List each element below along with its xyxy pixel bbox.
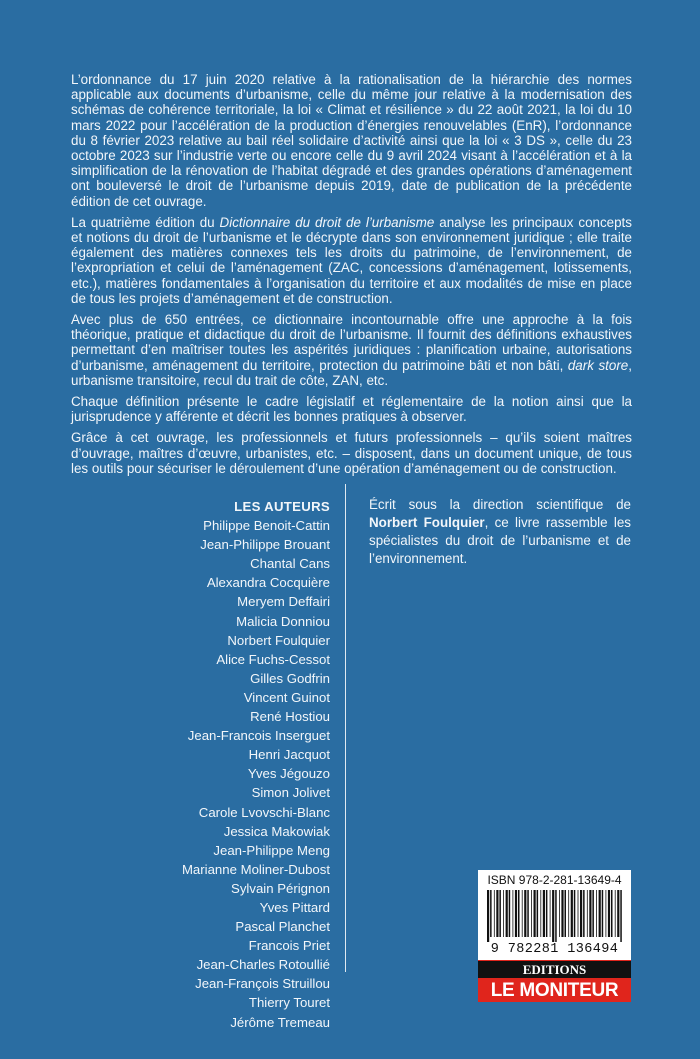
- author-name: Francois Priet: [248, 938, 330, 954]
- author-name: Gilles Godfrin: [250, 670, 330, 686]
- barcode-bar: [513, 890, 514, 937]
- author-name: Simon Jolivet: [251, 785, 330, 801]
- author-name: Carole Lvovschi-Blanc: [198, 804, 330, 820]
- author-name: Jean-Charles Rotoullié: [196, 957, 330, 973]
- barcode-bar: [589, 890, 591, 937]
- barcode-bar: [568, 890, 569, 937]
- author-name: Yves Pittard: [259, 899, 330, 915]
- barcode-bar: [620, 890, 622, 942]
- authors-heading: LES AUTEURS: [234, 499, 330, 514]
- barcode-bar: [565, 890, 567, 937]
- barcode-bar: [546, 890, 548, 937]
- barcode-bar: [571, 890, 573, 937]
- summary-paragraph-3: Avec plus de 650 entrées, ce dictionnaire incontournable offre une approche à la fois théorique, pratique et didactique du droit de l’urbanisme. Il fournit des définitions exhaustives permettant d’en maîtriser toutes les aspérités juridiques : planification urbaine, autorisations d’urbanisme, aménagement du territoire, protection du patrimoine bâti et non bâti, dark store, urbanisme transitoire, recul du trait de côte, ZAN, etc.: [71, 312, 632, 388]
- publisher-name: LE MONITEUR: [490, 980, 619, 1001]
- barcode-bar: [611, 890, 613, 937]
- barcode-bar: [555, 890, 557, 942]
- scientific-direction: Écrit sous la direction scientifique de Norbert Foulquier, ce livre rassemble les spécialistes du droit de l’urbanisme et de l’environnement.: [369, 497, 631, 566]
- barcode-bar: [580, 890, 582, 937]
- director-name: Norbert Foulquier: [369, 515, 485, 530]
- authors-list: [150, 497, 330, 1032]
- barcode-bar: [506, 890, 508, 937]
- barcode-bar: [531, 890, 532, 937]
- barcode-bar: [592, 890, 594, 937]
- author-name: Sylvain Pérignon: [231, 880, 330, 896]
- author-name: Jessica Makowiak: [223, 823, 330, 839]
- barcode-bar: [494, 890, 495, 937]
- author-name: René Hostiou: [250, 709, 330, 725]
- author-name: Yves Jégouzo: [247, 766, 330, 782]
- barcode-bar: [496, 890, 498, 937]
- author-name: Chantal Cans: [250, 556, 330, 572]
- barcode-bar: [540, 890, 541, 937]
- barcode-bar: [550, 890, 551, 937]
- barcode-bar: [561, 890, 563, 937]
- barcode-bar: [608, 890, 610, 937]
- author-name: Jean-Philippe Brouant: [200, 537, 330, 553]
- author-name: Jean-Philippe Meng: [213, 842, 330, 858]
- back-cover-summary: [71, 72, 632, 482]
- barcode-bar: [587, 890, 588, 937]
- summary-paragraph-5: Grâce à cet ouvrage, les professionnels et futurs professionnels – qu’ils soient maîtres d’ouvrage, maîtres d’œuvre, urbanistes, etc. – disposent, dans un document unique, de tous les outils pour sécuriser le déroulement d’une opération d’aménagement ou de construction.: [71, 430, 632, 476]
- summary-paragraph-2: La quatrième édition du Dictionnaire du droit de l’urbanisme analyse les principaux concepts et notions du droit de l’urbanisme et le décrypte dans son environnement juridique ; elle traite également des matières connexes tels les droits du patrimoine, de l’environnement, de l’expropriation et celui de l’aménagement (ZAC, concessions d’aménagement, lotissements, etc.), matières fondamentales à l’organisation du territoire et aux modalités de mise en place de tous les projets d’aménagement et de construction.: [71, 214, 632, 306]
- summary-paragraph-1: L’ordonnance du 17 juin 2020 relative à la rationalisation de la hiérarchie des normes applicable aux documents d’urbanisme, celle du même jour relative à la modernisation des schémas de cohérence territoriale, la loi « Climat et résilience » du 22 août 2021, la loi du 10 mars 2022 pour l’accélération de la production d’énergies renouvelables (EnR), l’ordonnance du 8 février 2023 relative au bail réel solidaire d’activité ainsi que la loi « 3 DS », celle du 23 octobre 2023 sur l’industrie verte ou encore celle du 9 avril 2024 visant à l’accélération et à la simplification de la rénovation de l’habitat dégradé et des grandes opérations d’aménagement ont bouleversé le droit de l’urbanisme depuis 2019, date de publication de la précédente édition de cet ouvrage.: [71, 72, 632, 209]
- barcode-digits: 9 782281 136494: [490, 942, 619, 957]
- barcode-bar: [617, 890, 619, 937]
- author-name: Marianne Moliner-Dubost: [181, 861, 330, 877]
- barcode-bar: [499, 890, 501, 937]
- publisher-editions: EDITIONS: [478, 961, 631, 978]
- barcode-bar: [615, 890, 616, 937]
- author-names: [150, 516, 330, 1032]
- barcode-bar: [559, 890, 560, 937]
- author-name: Alice Fuchs-Cessot: [216, 651, 330, 667]
- barcode-bar: [518, 890, 520, 937]
- book-title: Dictionnaire du droit de l’urbanisme: [219, 214, 435, 230]
- barcode-bar: [583, 890, 585, 937]
- barcode-bar: [543, 890, 545, 937]
- author-name: Norbert Foulquier: [227, 632, 330, 648]
- author-name: Meryem Deffairi: [237, 594, 330, 610]
- summary-paragraph-4: Chaque définition présente le cadre législatif et réglementaire de la notion ainsi que la jurisprudence y afférente et décrit les bonnes pratiques à observer.: [71, 394, 632, 425]
- author-name: Jean-François Struillou: [195, 976, 330, 992]
- barcode-bar: [490, 890, 492, 937]
- author-name: Jérôme Tremeau: [230, 1014, 330, 1030]
- author-name: Philippe Benoit-Cattin: [203, 518, 330, 534]
- barcode-bar: [599, 890, 601, 937]
- barcode-bar: [537, 890, 539, 937]
- author-name: Pascal Planchet: [235, 919, 330, 935]
- author-name: Jean-Francois Inserguet: [187, 728, 330, 744]
- barcode-bar: [552, 890, 554, 942]
- barcode-bar: [596, 890, 597, 937]
- barcode-bar: [574, 890, 576, 937]
- barcode-bar: [522, 890, 523, 937]
- barcode-bar: [578, 890, 579, 937]
- barcode-bar: [509, 890, 511, 937]
- column-divider: [345, 484, 346, 972]
- author-name: Thierry Touret: [248, 995, 330, 1011]
- barcode-bar: [515, 890, 517, 937]
- author-name: Henri Jacquot: [248, 747, 330, 763]
- dark-store-term: dark store: [567, 357, 629, 373]
- barcode-bar: [606, 890, 607, 937]
- barcode-bar: [487, 890, 489, 942]
- barcode-bar: [534, 890, 536, 937]
- barcode-panel: [478, 870, 631, 960]
- author-name: Malicia Donniou: [236, 613, 330, 629]
- barcode-icon: [486, 890, 623, 942]
- publisher-logo: [478, 960, 631, 1002]
- isbn-label: ISBN 978-2-281-13649-4: [487, 873, 622, 887]
- author-name: Vincent Guinot: [243, 689, 330, 705]
- barcode-bar: [503, 890, 504, 937]
- barcode-bar: [527, 890, 529, 937]
- barcode-bar: [602, 890, 604, 937]
- author-name: Alexandra Cocquière: [206, 575, 330, 591]
- barcode-bar: [524, 890, 526, 937]
